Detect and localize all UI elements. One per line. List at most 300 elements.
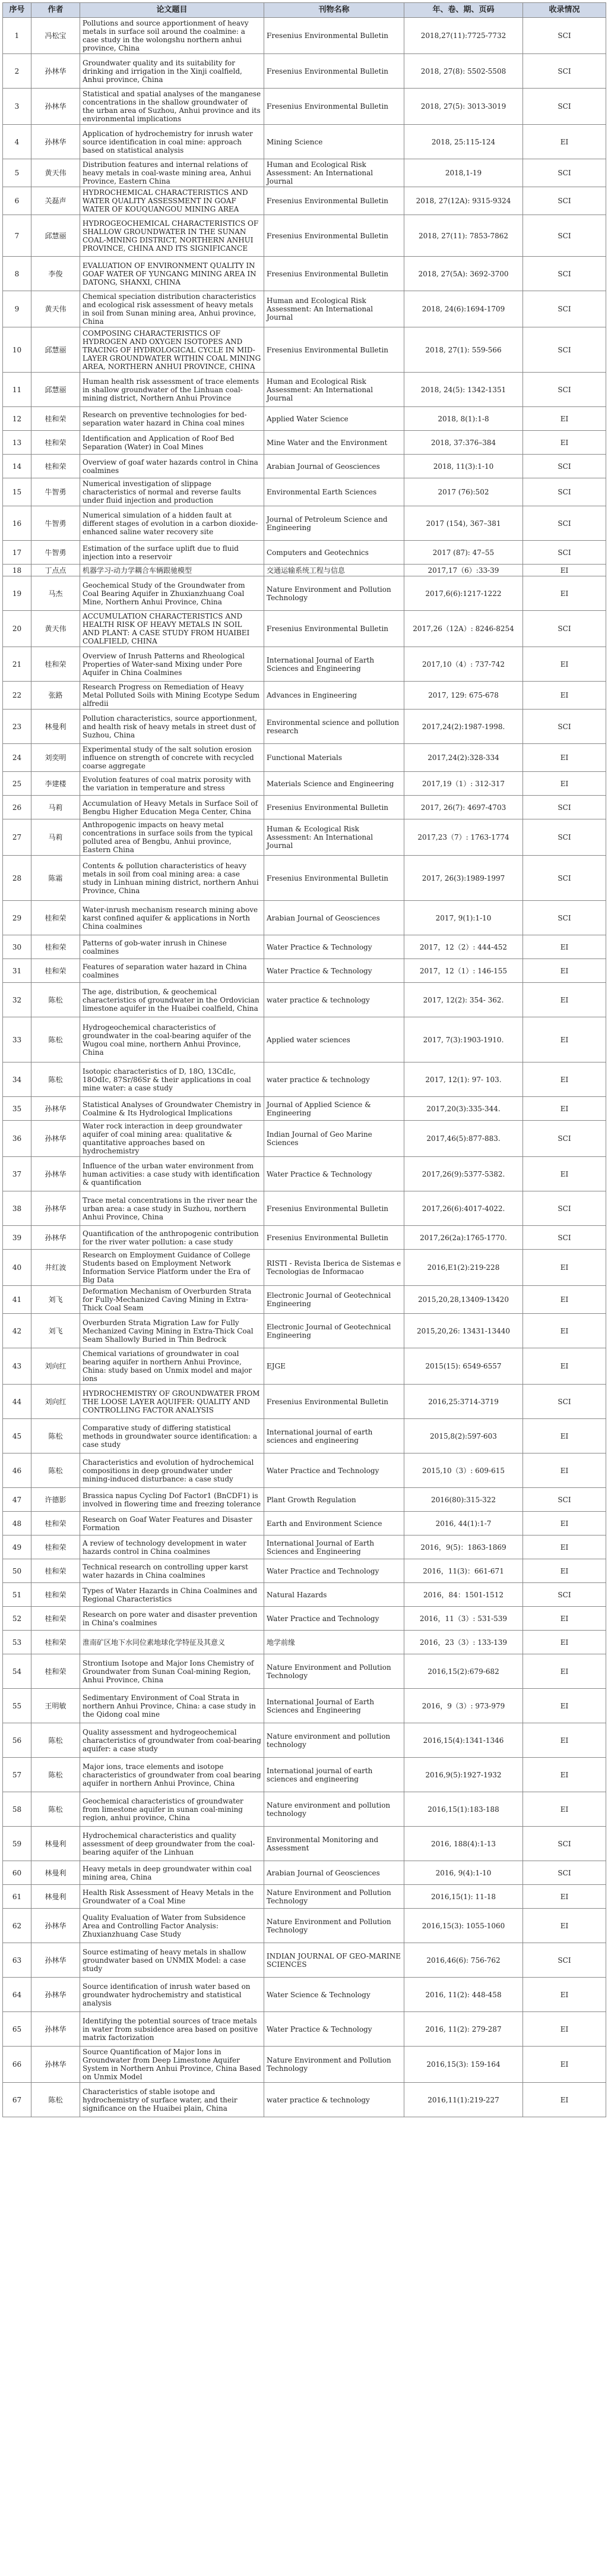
cell-author: 桂和荣 (31, 1512, 80, 1535)
cell-journal: Materials Science and Engineering (264, 772, 404, 796)
cell-title: A review of technology development in water hazards control in China coalmines (80, 1535, 264, 1559)
cell-status: SCI (523, 710, 606, 744)
cell-journal: Nature Environment and Pollution Technology (264, 1885, 404, 1909)
cell-status: SCI (523, 819, 606, 856)
cell-title: Deformation Mechanism of Overburden Strata for Fully-Mechanized Caving Mining in Extra-Thick Coal Seam (80, 1286, 264, 1314)
cell-author: 陈松 (31, 1792, 80, 1827)
cell-journal: water practice & technology (264, 2083, 404, 2117)
cell-journal: Human & Ecological Risk Assessment: An International Journal (264, 819, 404, 856)
cell-title: Technical research on controlling upper karst water hazards in China coalmines (80, 1559, 264, 1583)
cell-no: 60 (3, 1861, 31, 1885)
cell-year: 2016, 44(1):1-7 (404, 1512, 523, 1535)
cell-title: Overview of goaf water hazards control in China coalmines (80, 455, 264, 478)
cell-journal: Human and Ecological Risk Assessment: An International Journal (264, 159, 404, 187)
cell-no: 10 (3, 327, 31, 373)
cell-no: 14 (3, 455, 31, 478)
cell-author: 孙林华 (31, 1097, 80, 1121)
table-row (3, 1157, 606, 1191)
cell-year: 2017，12（2）: 444-452 (404, 935, 523, 959)
cell-status: SCI (523, 611, 606, 647)
cell-no: 11 (3, 373, 31, 407)
cell-no: 13 (3, 431, 31, 455)
table-row (3, 1062, 606, 1097)
cell-title: Water rock interaction in deep groundwater aquifer of coal mining area: qualitative & quantitative approaches based on hydrochemistry (80, 1121, 264, 1157)
cell-no: 53 (3, 1631, 31, 1654)
cell-no: 64 (3, 1978, 31, 2012)
table-row (3, 1758, 606, 1792)
cell-author: 桂和荣 (31, 959, 80, 983)
cell-author: 陈松 (31, 1758, 80, 1792)
cell-year: 2018, 37:376–384 (404, 431, 523, 455)
cell-status: SCI (523, 327, 606, 373)
cell-no: 17 (3, 541, 31, 565)
cell-journal: Applied water sciences (264, 1017, 404, 1062)
table-header-row (3, 3, 606, 18)
cell-title: Influence of the urban water environment from human activities: a case study with identification & quantification (80, 1157, 264, 1191)
cell-status: EI (523, 682, 606, 710)
cell-status: EI (523, 1723, 606, 1758)
cell-year: 2017, 129: 675-678 (404, 682, 523, 710)
cell-year: 2018, 27(5): 3013-3019 (404, 89, 523, 125)
cell-no: 7 (3, 215, 31, 257)
cell-year: 2017,10（4）: 737-742 (404, 647, 523, 682)
cell-status: EI (523, 2083, 606, 2117)
cell-year: 2017,24(2):1987-1998. (404, 710, 523, 744)
cell-no: 3 (3, 89, 31, 125)
table-row (3, 1419, 606, 1453)
cell-no: 32 (3, 983, 31, 1017)
cell-year: 2016,9(5):1927-1932 (404, 1758, 523, 1792)
cell-title: Statistical Analyses of Groundwater Chemistry in Coalmine & Its Hydrological Implications (80, 1097, 264, 1121)
cell-year: 2017 (76):502 (404, 478, 523, 506)
cell-journal: Water Practice & Technology (264, 935, 404, 959)
cell-title: ACCUMULATION CHARACTERISTICS AND HEALTH RISK OF HEAVY METALS IN SOIL AND PLANT: A CASE STUDY FROM HUAIBEI COALFIELD, CHINA (80, 611, 264, 647)
cell-author: 牛智勇 (31, 506, 80, 541)
table-row (3, 1191, 606, 1226)
table-row (3, 1943, 606, 1978)
cell-author: 李建楼 (31, 772, 80, 796)
cell-journal: International Journal of Earth Sciences and Engineering (264, 1535, 404, 1559)
cell-no: 31 (3, 959, 31, 983)
table-row (3, 291, 606, 327)
cell-no: 55 (3, 1689, 31, 1723)
cell-no: 66 (3, 2047, 31, 2083)
cell-author: 李俊 (31, 257, 80, 291)
cell-title: Hydrochemical characteristics and quality assessment of deep groundwater from the coal-bearing aquifer of the Linhuan (80, 1827, 264, 1861)
cell-author: 孙林华 (31, 1191, 80, 1226)
cell-title: Research on Employment Guidance of College Students based on Employment Network Information Service Platform under the Era of Big Data (80, 1250, 264, 1286)
cell-no: 59 (3, 1827, 31, 1861)
cell-status: EI (523, 1419, 606, 1453)
cell-title: Water-inrush mechanism research mining above karst confined aquifer & applications in North China coalmines (80, 901, 264, 935)
cell-journal: Advances in Engineering (264, 682, 404, 710)
cell-journal: Fresenius Environmental Bulletin (264, 1191, 404, 1226)
cell-status: SCI (523, 506, 606, 541)
cell-author: 桂和荣 (31, 455, 80, 478)
table-row (3, 796, 606, 819)
cell-journal: International journal of earth sciences and engineering (264, 1419, 404, 1453)
cell-no: 34 (3, 1062, 31, 1097)
cell-status: SCI (523, 1385, 606, 1419)
cell-status: EI (523, 1909, 606, 1943)
cell-status: EI (523, 125, 606, 159)
table-row (3, 373, 606, 407)
cell-no: 44 (3, 1385, 31, 1419)
cell-status: EI (523, 959, 606, 983)
cell-author: 陈霜 (31, 856, 80, 901)
cell-year: 2015,8(2):597-603 (404, 1419, 523, 1453)
cell-journal: Human and Ecological Risk Assessment: An International Journal (264, 291, 404, 327)
cell-status: SCI (523, 18, 606, 54)
table-row (3, 856, 606, 901)
publication-table (2, 2, 606, 2117)
cell-year: 2017,23（7）: 1763-1774 (404, 819, 523, 856)
cell-status: SCI (523, 1861, 606, 1885)
cell-status: EI (523, 1535, 606, 1559)
cell-status: EI (523, 576, 606, 611)
cell-year: 2017,26(2a):1765-1770. (404, 1226, 523, 1250)
cell-title: Pollutions and source apportionment of heavy metals in surface soil around the coalmine: a case study in the wolongshu northern anhui province, China (80, 18, 264, 54)
cell-author: 刘向红 (31, 1385, 80, 1419)
cell-no: 57 (3, 1758, 31, 1792)
header-title: 论文题目 (80, 3, 264, 18)
table-row (3, 565, 606, 576)
cell-no: 51 (3, 1583, 31, 1607)
cell-title: Overburden Strata Migration Law for Fully Mechanized Caving Mining in Extra-Thick Coal Seam Shallowly Buried in Thin Bedrock (80, 1314, 264, 1348)
header-year: 年、卷、期、页码 (404, 3, 523, 18)
cell-no: 21 (3, 647, 31, 682)
cell-no: 36 (3, 1121, 31, 1157)
table-row (3, 1097, 606, 1121)
cell-journal: Fresenius Environmental Bulletin (264, 796, 404, 819)
table-row (3, 1861, 606, 1885)
cell-title: Identifying the potential sources of trace metals in water from subsidence area based on positive matrix factorization (80, 2012, 264, 2047)
cell-author: 孙林华 (31, 1121, 80, 1157)
cell-journal: International Journal of Earth Sciences and Engineering (264, 1689, 404, 1723)
cell-author: 孙林华 (31, 1157, 80, 1191)
table-row (3, 18, 606, 54)
cell-journal: International Journal of Earth Sciences and Engineering (264, 647, 404, 682)
table-row (3, 1559, 606, 1583)
cell-author: 桂和荣 (31, 1583, 80, 1607)
cell-author: 桂和荣 (31, 1607, 80, 1631)
cell-year: 2015,20,26: 13431-13440 (404, 1314, 523, 1348)
cell-journal: Nature Environment and Pollution Technology (264, 1654, 404, 1689)
cell-title: Hydrogeochemical characteristics of groundwater in the coal-bearing aquifer of the Wugou coal mine, northern Anhui Province, China (80, 1017, 264, 1062)
cell-status: SCI (523, 1943, 606, 1978)
cell-author: 邱慧丽 (31, 373, 80, 407)
cell-author: 孙林华 (31, 2047, 80, 2083)
cell-author: 刘飞 (31, 1286, 80, 1314)
cell-no: 4 (3, 125, 31, 159)
cell-journal: Water Practice & Technology (264, 1157, 404, 1191)
cell-no: 8 (3, 257, 31, 291)
cell-status: SCI (523, 1488, 606, 1512)
table-row (3, 187, 606, 215)
cell-no: 41 (3, 1286, 31, 1314)
cell-title: Anthropogenic impacts on heavy metal concentrations in surface soils from the typical polluted area of Bengbu, Anhui province, Eastern China (80, 819, 264, 856)
cell-year: 2017,26(6):4017-4022. (404, 1191, 523, 1226)
cell-year: 2017，12（1）: 146-155 (404, 959, 523, 983)
cell-status: EI (523, 983, 606, 1017)
cell-no: 33 (3, 1017, 31, 1062)
cell-year: 2018, 27(1): 559-566 (404, 327, 523, 373)
cell-status: SCI (523, 187, 606, 215)
cell-no: 15 (3, 478, 31, 506)
cell-author: 陈松 (31, 1453, 80, 1488)
cell-no: 67 (3, 2083, 31, 2117)
table-row (3, 772, 606, 796)
cell-author: 牛智勇 (31, 478, 80, 506)
cell-author: 桂和荣 (31, 901, 80, 935)
cell-year: 2017,6(6):1217-1222 (404, 576, 523, 611)
table-row (3, 901, 606, 935)
cell-year: 2015,20,28,13409-13420 (404, 1286, 523, 1314)
cell-title: Pollution characteristics, source apportionment, and health risk of heavy metals in street dust of Suzhou, China (80, 710, 264, 744)
cell-status: EI (523, 1654, 606, 1689)
cell-journal: Water Practice and Technology (264, 1453, 404, 1488)
cell-title: Research Progress on Remediation of Heavy Metal Polluted Soils with Mining Ecotype Sedum alfredii (80, 682, 264, 710)
cell-year: 2016,46(6): 756-762 (404, 1943, 523, 1978)
cell-journal: Nature environment and pollution technology (264, 1792, 404, 1827)
cell-status: EI (523, 1157, 606, 1191)
cell-status: SCI (523, 1121, 606, 1157)
cell-no: 29 (3, 901, 31, 935)
cell-status: SCI (523, 89, 606, 125)
table-row (3, 54, 606, 89)
cell-no: 62 (3, 1909, 31, 1943)
cell-title: Strontium Isotope and Major Ions Chemistry of Groundwater from Sunan Coal-mining Region, Anhui Province, China (80, 1654, 264, 1689)
cell-journal: 地学前缘 (264, 1631, 404, 1654)
cell-status: SCI (523, 54, 606, 89)
cell-author: 孙林华 (31, 2012, 80, 2047)
cell-author: 牛智勇 (31, 541, 80, 565)
cell-author: 陈松 (31, 1062, 80, 1097)
cell-no: 65 (3, 2012, 31, 2047)
cell-year: 2017, 9(1):1-10 (404, 901, 523, 935)
cell-journal: 交通运输系统工程与信息 (264, 565, 404, 576)
cell-journal: water practice & technology (264, 1062, 404, 1097)
cell-journal: Earth and Environment Science (264, 1512, 404, 1535)
cell-status: SCI (523, 373, 606, 407)
cell-status: SCI (523, 478, 606, 506)
cell-title: Research on preventive technologies for bed-separation water hazard in China coal mines (80, 407, 264, 431)
cell-no: 5 (3, 159, 31, 187)
cell-author: 黄天伟 (31, 291, 80, 327)
cell-title: Quantification of the anthropogenic contribution for the river water pollution: a case study (80, 1226, 264, 1250)
cell-title: Statistical and spatial analyses of the manganese concentrations in the shallow groundwater of the urban area of Suzhou, Anhui province and its environmental implications (80, 89, 264, 125)
cell-status: SCI (523, 1226, 606, 1250)
table-row (3, 159, 606, 187)
table-row (3, 2012, 606, 2047)
cell-status: SCI (523, 856, 606, 901)
cell-journal: Fresenius Environmental Bulletin (264, 1385, 404, 1419)
cell-year: 2016,15(1): 11-18 (404, 1885, 523, 1909)
cell-status: EI (523, 647, 606, 682)
cell-journal: Fresenius Environmental Bulletin (264, 327, 404, 373)
cell-status: SCI (523, 1191, 606, 1226)
cell-title: 机器学习-动力学耦合车辆跟驰模型 (80, 565, 264, 576)
table-row (3, 983, 606, 1017)
cell-journal: Water Science & Technology (264, 1978, 404, 2012)
cell-journal: Electronic Journal of Geotechnical Engineering (264, 1286, 404, 1314)
cell-year: 2016，9(5)：1863-1869 (404, 1535, 523, 1559)
cell-author: 王明敏 (31, 1689, 80, 1723)
cell-status: SCI (523, 796, 606, 819)
table-row (3, 455, 606, 478)
cell-author: 孙林华 (31, 1943, 80, 1978)
cell-title: Characteristics of stable isotope and hydrochemistry of surface water, and their significance on the Huaibei plain, China (80, 2083, 264, 2117)
table-row (3, 1348, 606, 1385)
cell-author: 桂和荣 (31, 407, 80, 431)
cell-title: Geochemical characteristics of groundwater from limestone aquifer in sunan coal-mining region, anhui province, China (80, 1792, 264, 1827)
cell-journal: Plant Growth Regulation (264, 1488, 404, 1512)
cell-status: SCI (523, 159, 606, 187)
table-row (3, 1535, 606, 1559)
cell-year: 2017 (87): 47–55 (404, 541, 523, 565)
cell-title: COMPOSING CHARACTERISTICS OF HYDROGEN AND OXYGEN ISOTOPES AND TRACING OF HYDROLOGICAL CYCLE IN MID-LAYER GROUNDWATER WITHIN COAL MINING AREA, NORTHERN ANHUI PROVINCE, CHINA (80, 327, 264, 373)
cell-title: Groundwater quality and its suitability for drinking and irrigation in the Xinji coalfield, Anhui province, China (80, 54, 264, 89)
cell-year: 2016, 9(4):1-10 (404, 1861, 523, 1885)
cell-no: 46 (3, 1453, 31, 1488)
cell-status: SCI (523, 1583, 606, 1607)
cell-author: 邱慧丽 (31, 215, 80, 257)
table-row (3, 506, 606, 541)
cell-author: 井红波 (31, 1250, 80, 1286)
table-row (3, 1885, 606, 1909)
cell-no: 50 (3, 1559, 31, 1583)
table-row (3, 1583, 606, 1607)
cell-status: EI (523, 772, 606, 796)
cell-year: 2017, 12(2): 354- 362. (404, 983, 523, 1017)
table-row (3, 1689, 606, 1723)
cell-author: 孙林华 (31, 54, 80, 89)
cell-no: 38 (3, 1191, 31, 1226)
cell-no: 42 (3, 1314, 31, 1348)
cell-year: 2018, 8(1):1-8 (404, 407, 523, 431)
cell-journal: Fresenius Environmental Bulletin (264, 54, 404, 89)
cell-journal: Fresenius Environmental Bulletin (264, 89, 404, 125)
cell-title: Application of hydrochemistry for inrush water source identification in coal mine: approach based on statistical analysis (80, 125, 264, 159)
cell-author: 马莉 (31, 819, 80, 856)
table-row (3, 215, 606, 257)
cell-no: 28 (3, 856, 31, 901)
cell-status: EI (523, 1885, 606, 1909)
cell-status: EI (523, 935, 606, 959)
cell-title: Major ions, trace elements and isotope characteristics of groundwater from coal bearing aquifer in northern Anhui Province, China (80, 1758, 264, 1792)
table-row (3, 647, 606, 682)
cell-year: 2017,46(5):877-883. (404, 1121, 523, 1157)
cell-year: 2018, 27(11): 7853-7862 (404, 215, 523, 257)
cell-journal: EJGE (264, 1348, 404, 1385)
cell-status: EI (523, 1758, 606, 1792)
cell-status: EI (523, 1689, 606, 1723)
cell-year: 2017,19（1）: 312-317 (404, 772, 523, 796)
cell-no: 25 (3, 772, 31, 796)
cell-year: 2015,10（3）: 609-615 (404, 1453, 523, 1488)
cell-no: 2 (3, 54, 31, 89)
cell-no: 40 (3, 1250, 31, 1286)
cell-status: EI (523, 2012, 606, 2047)
cell-author: 冯松宝 (31, 18, 80, 54)
cell-year: 2017,20(3):335-344. (404, 1097, 523, 1121)
table-row (3, 89, 606, 125)
header-no: 序号 (3, 3, 31, 18)
cell-year: 2016,15(3): 1055-1060 (404, 1909, 523, 1943)
cell-title: Source Quantification of Major Ions in Groundwater from Deep Limestone Aquifer System in Northern Anhui Province, China Based on Unmix Model (80, 2047, 264, 2083)
cell-author: 陈松 (31, 1017, 80, 1062)
cell-author: 马杰 (31, 576, 80, 611)
cell-title: Chemical speciation distribution characteristics and ecological risk assessment of heavy metals in soil from Sunan mining area, Anhui province, China (80, 291, 264, 327)
cell-author: 黄天伟 (31, 159, 80, 187)
cell-status: EI (523, 1792, 606, 1827)
cell-no: 27 (3, 819, 31, 856)
cell-title: Numerical simulation of a hidden fault at different stages of evolution in a carbon dioxide-enhanced saline water recovery site (80, 506, 264, 541)
cell-journal: Journal of Petroleum Science and Engineering (264, 506, 404, 541)
cell-journal: Nature environment and pollution technology (264, 1723, 404, 1758)
cell-status: SCI (523, 455, 606, 478)
cell-author: 陈松 (31, 983, 80, 1017)
cell-status: SCI (523, 901, 606, 935)
cell-year: 2015(15): 6549-6557 (404, 1348, 523, 1385)
cell-title: Contents & pollution characteristics of heavy metals in soil from coal mining area: a case study in Linhuan mining district, northern Anhui Province, China (80, 856, 264, 901)
cell-author: 刘飞 (31, 1314, 80, 1348)
cell-journal: Fresenius Environmental Bulletin (264, 611, 404, 647)
cell-year: 2016,25:3714-3719 (404, 1385, 523, 1419)
table-row (3, 1286, 606, 1314)
table-row (3, 710, 606, 744)
cell-title: Characteristics and evolution of hydrochemical compositions in deep groundwater under mining-induced disturbance: a case study (80, 1453, 264, 1488)
cell-status: EI (523, 1631, 606, 1654)
cell-status: EI (523, 1062, 606, 1097)
cell-author: 邱慧丽 (31, 327, 80, 373)
cell-author: 陈松 (31, 2083, 80, 2117)
table-row (3, 1654, 606, 1689)
cell-status: SCI (523, 215, 606, 257)
cell-status: EI (523, 407, 606, 431)
cell-journal: Computers and Geotechnics (264, 541, 404, 565)
cell-author: 桂和荣 (31, 1559, 80, 1583)
table-row (3, 1250, 606, 1286)
table-row (3, 2083, 606, 2117)
cell-year: 2018, 27(8): 5502-5508 (404, 54, 523, 89)
cell-no: 1 (3, 18, 31, 54)
cell-title: Accumulation of Heavy Metals in Surface Soil of Bengbu Higher Education Mega Center, China (80, 796, 264, 819)
cell-year: 2017, 26(7): 4697-4703 (404, 796, 523, 819)
header-journal: 刊物名称 (264, 3, 404, 18)
cell-journal: Fresenius Environmental Bulletin (264, 1226, 404, 1250)
cell-author: 林曼利 (31, 1827, 80, 1861)
cell-title: Identification and Application of Roof Bed Separation (Water) in Coal Mines (80, 431, 264, 455)
cell-title: Quality Evaluation of Water from Subsidence Area and Controlling Factor Analysis: Zhuxianzhuang Case Study (80, 1909, 264, 1943)
table-row (3, 576, 606, 611)
cell-status: EI (523, 1559, 606, 1583)
cell-title: Overview of Inrush Patterns and Rheological Properties of Water-sand Mixing under Pore Aquifer in China Coalmines (80, 647, 264, 682)
cell-no: 52 (3, 1607, 31, 1631)
cell-title: Distribution features and internal relations of heavy metals in coal-waste mining area, Anhui Province, Eastern China (80, 159, 264, 187)
cell-no: 39 (3, 1226, 31, 1250)
cell-author: 黄天伟 (31, 611, 80, 647)
cell-journal: Applied Water Science (264, 407, 404, 431)
cell-journal: Fresenius Environmental Bulletin (264, 18, 404, 54)
cell-title: Patterns of gob-water inrush in Chinese coalmines (80, 935, 264, 959)
cell-year: 2018, 27(5A): 3692-3700 (404, 257, 523, 291)
cell-year: 2016,15(3): 159-164 (404, 2047, 523, 2083)
cell-year: 2016(80):315-322 (404, 1488, 523, 1512)
table-row (3, 1607, 606, 1631)
cell-title: 淮南矿区地下水同位素地球化学特征及其意义 (80, 1631, 264, 1654)
cell-no: 24 (3, 744, 31, 772)
